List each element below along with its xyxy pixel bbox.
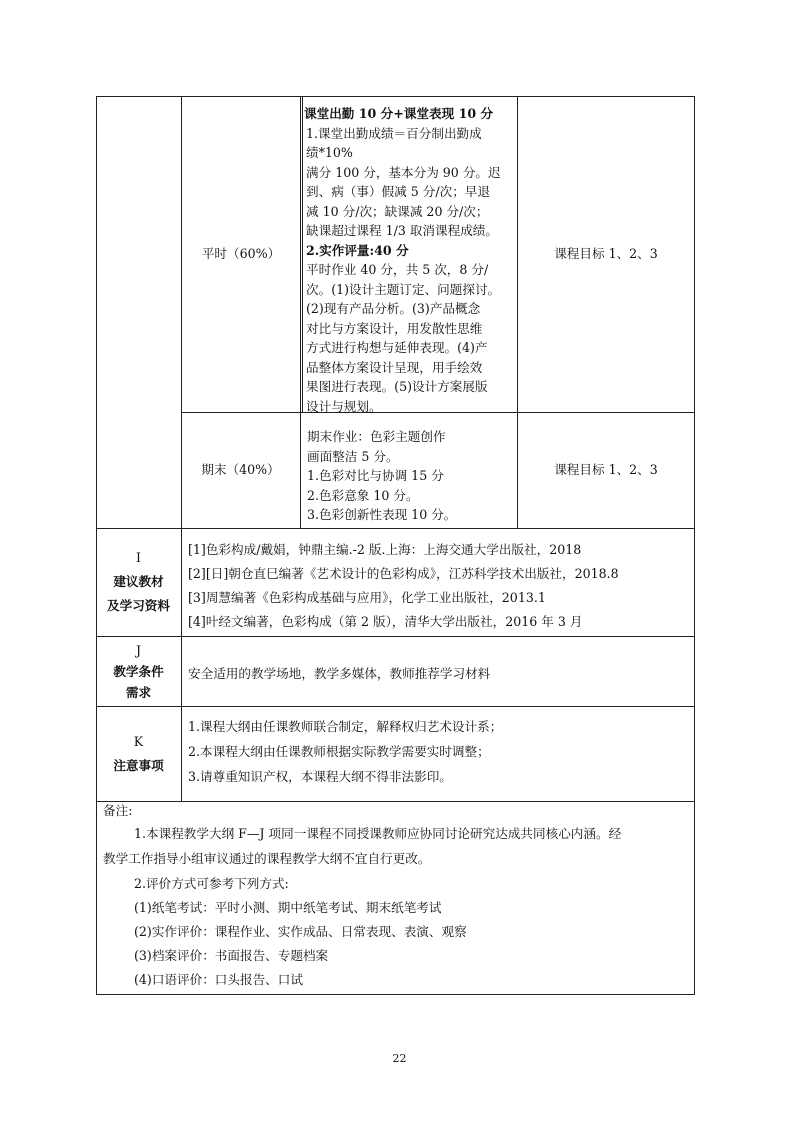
reference-item: [3]周慧编著《色彩构成基础与应用》，化学工业出版社，2013.1 xyxy=(188,590,546,605)
criteria-line: 1.课堂出勤成绩＝百分制出勤成 xyxy=(306,125,482,141)
criteria-line: 减 10 分/次；缺课减 20 分/次； xyxy=(306,203,489,219)
notice-item: 2.本课程大纲由任课教师根据实际教学需要实时调整； xyxy=(188,744,490,759)
remarks-method: (1)纸笔考试：平时小测、期中纸笔考试、期末纸笔考试 xyxy=(134,900,442,915)
materials-label xyxy=(96,528,181,636)
final-label-text: 期末（40%） xyxy=(201,462,280,478)
criteria-line: 到、病（事）假减 5 分/次；早退 xyxy=(306,184,490,199)
criteria-line: 3.色彩创新性表现 10 分。 xyxy=(307,507,457,522)
remarks-line: 教学工作指导小组审议通过的课程教学大纲不宜自行更改。 xyxy=(103,851,431,866)
section-label: 及学习资料 xyxy=(107,598,170,613)
regular-criteria-subtitle: 2.实作评量:40 分 xyxy=(306,242,409,258)
page-number: 22 xyxy=(392,1052,407,1065)
remarks-line: 1.本课程教学大纲 F—J 项同一课程不同授课教师应协同讨论研究达成共同核心内涵。经 xyxy=(134,826,622,841)
remarks-method: (4)口语评价：口头报告、口试 xyxy=(134,972,303,987)
criteria-line: 绩*10% xyxy=(306,145,353,160)
criteria-line: 果图进行表现。(5)设计方案展版 xyxy=(306,379,488,394)
criteria-line: 方式进行构想与延伸表现。(4)产 xyxy=(306,340,488,355)
regular-label-text: 平时（60%） xyxy=(201,246,281,262)
notices-label xyxy=(96,706,181,801)
criteria-line: 品整体方案设计呈现，用手绘效 xyxy=(306,359,483,375)
criteria-line: 1.色彩对比与协调 15 分 xyxy=(307,468,444,483)
final-criteria xyxy=(307,427,515,525)
remarks-method: (2)实作评价：课程作业、实作成品、日常表现、表演、观察 xyxy=(134,924,467,939)
section-letter: K xyxy=(133,733,144,749)
regular-target xyxy=(517,96,695,412)
grid-line xyxy=(96,706,695,707)
regular-criteria xyxy=(304,104,516,416)
remarks-title: 备注: xyxy=(103,803,133,818)
section-letter: J xyxy=(135,642,142,658)
conditions-text: 安全适用的教学场地，教学多媒体，教师推荐学习材料 xyxy=(188,666,491,681)
criteria-line: 平时作业 40 分，共 5 次，8 分/ xyxy=(306,262,489,277)
criteria-line: 缺课超过课程 1/3 取消课程成绩。 xyxy=(306,223,498,238)
section-label: 需求 xyxy=(125,684,152,700)
criteria-line: 画面整洁 5 分。 xyxy=(307,448,399,464)
criteria-line: (2)现有产品分析。(3)产品概念 xyxy=(306,301,481,316)
criteria-line: 期末作业：色彩主题创作 xyxy=(307,429,446,444)
regular-criteria-title: 课堂出勤 10 分+课堂表现 10 分 xyxy=(304,106,494,121)
section-letter: I xyxy=(136,550,141,565)
remarks-line: 2.评价方式可参考下列方式: xyxy=(134,876,289,891)
criteria-line: 次。(1)设计主题订定、问题探讨。 xyxy=(306,281,501,297)
notice-item: 1.课程大纲由任课教师联合制定，解释权归艺术设计系； xyxy=(188,719,503,734)
grid-line xyxy=(96,528,695,529)
final-label xyxy=(181,412,300,528)
conditions-label xyxy=(96,636,181,706)
section-label: 建议教材 xyxy=(113,574,164,589)
regular-label xyxy=(181,96,301,412)
criteria-line: 2.色彩意象 10 分。 xyxy=(307,487,419,503)
section-label: 教学条件 xyxy=(113,663,164,679)
reference-item: [2][日]朝仓直巳编著《艺术设计的色彩构成》，江苏科学技术出版社，2018.8 xyxy=(188,566,619,581)
reference-item: [1]色彩构成/戴娟，钟鼎主编.-2 版.上海：上海交通大学出版社，2018 xyxy=(188,542,582,557)
criteria-line: 对比与方案设计，用发散性思维 xyxy=(306,320,483,336)
grid-line xyxy=(302,96,303,412)
final-target-text: 课程目标 1、2、3 xyxy=(554,462,658,478)
criteria-line: 设计与规划。 xyxy=(306,398,382,414)
grid-line xyxy=(96,636,695,637)
section-label: 注意事项 xyxy=(113,757,164,773)
grid-line xyxy=(96,801,695,802)
remarks-method: (3)档案评价：书面报告、专题档案 xyxy=(134,948,329,963)
regular-target-text: 课程目标 1、2、3 xyxy=(554,246,658,262)
notice-item: 3.请尊重知识产权，本课程大纲不得非法影印。 xyxy=(188,769,452,784)
final-target xyxy=(517,412,695,528)
reference-item: [4]叶经文编著，色彩构成（第 2 版），清华大学出版社，2016 年 3 月 xyxy=(188,614,583,629)
criteria-line: 满分 100 分，基本分为 90 分。迟 xyxy=(306,164,501,180)
